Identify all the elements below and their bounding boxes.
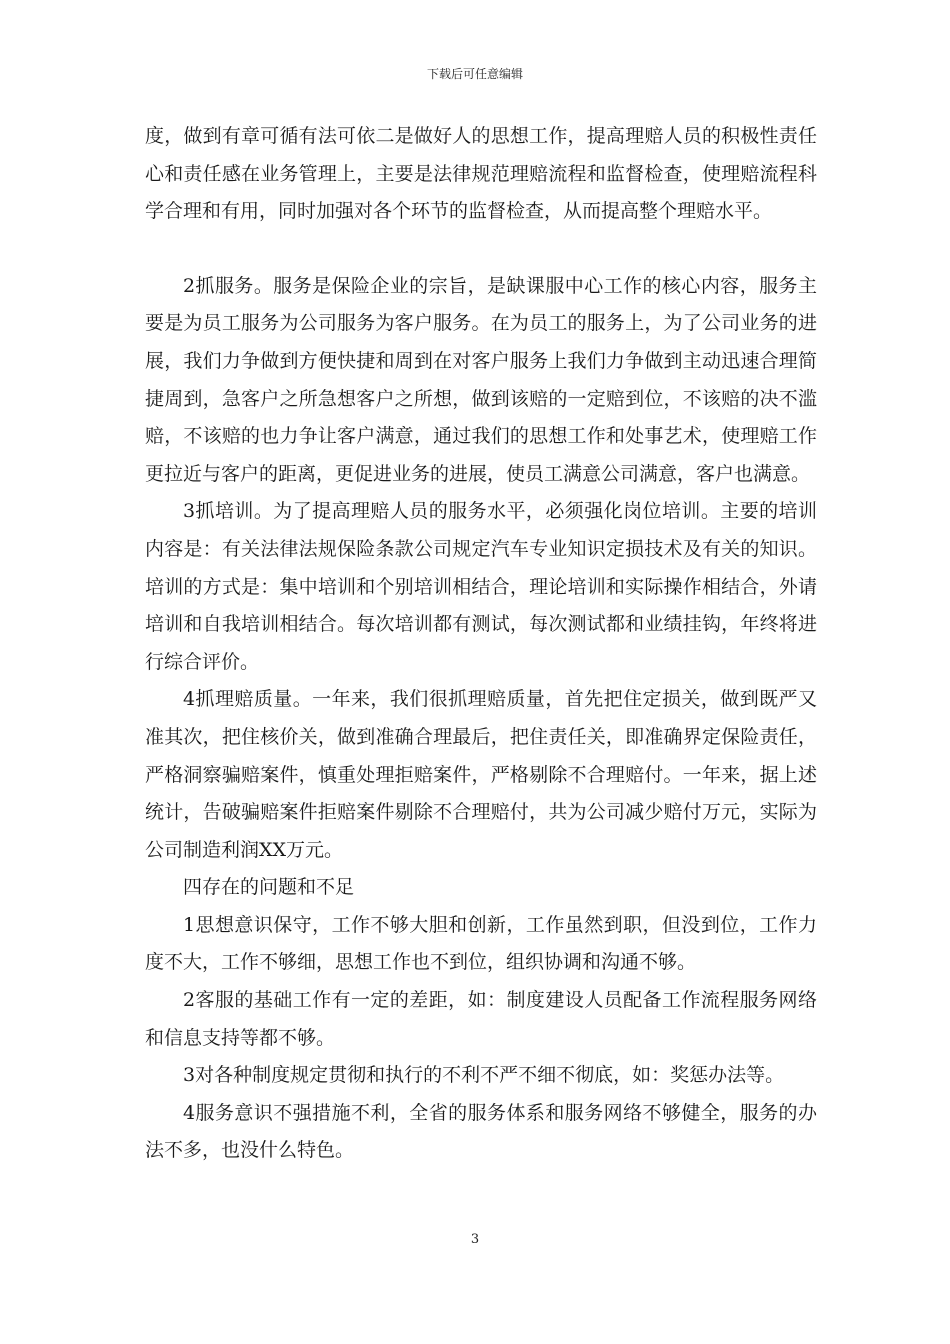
paragraph-service: 2抓服务。服务是保险企业的宗旨，是缺课服中心工作的核心内容，服务主要是为员工服务为公司服务为客户服务。在为员工的服务上，为了公司业务的进展，我们力争做到方便快捷和周到在对客户服务上我们力争做到主动迅速合理简捷周到，急客户之所急想客户之所想，做到该赔的一定赔到位，不该赔的决不滥赔，不该赔的也力争让客户满意，通过我们的思想工作和处事艺术，使理赔工作更拉近与客户的距离，更促进业务的进展，使员工满意公司满意，客户也满意。 bbox=[145, 274, 817, 485]
paragraph-problem-4: 4服务意识不强措施不利，全省的服务体系和服务网络不够健全，服务的办法不多，也没什么特色。 bbox=[145, 1101, 817, 1162]
page-number: 3 bbox=[470, 1232, 480, 1247]
paragraph-problem-2: 2客服的基础工作有一定的差距，如：制度建设人员配备工作流程服务网络和信息支持等都不够。 bbox=[145, 989, 817, 1049]
paragraph-continuation: 度，做到有章可循有法可依二是做好人的思想工作，提高理赔人员的积极性责任心和责任感在业务管理上，主要是法律规范理赔流程和监督检查，使理赔流程科学合理和有用，同时加强对各个环节的监督检查，从而提高整个理赔水平。 bbox=[145, 125, 817, 223]
section-heading-problems: 四存在的问题和不足 bbox=[183, 876, 355, 899]
paragraph-problem-1: 1思想意识保守，工作不够大胆和创新，工作虽然到职，但没到位，工作力度不大，工作不够细，思想工作也不到位，组织协调和沟通不够。 bbox=[145, 913, 817, 974]
paragraph-problem-3: 3对各种制度规定贯彻和执行的不利不严不细不彻底，如：奖惩办法等。 bbox=[183, 1064, 785, 1087]
document-body bbox=[145, 118, 817, 1170]
page-header: 下载后可任意编辑 bbox=[426, 67, 523, 81]
paragraph-claims-quality: 4抓理赔质量。一年来，我们很抓理赔质量，首先把住定损关，做到既严又准其次，把住核价关，做到准确合理最后，把住责任关，即准确界定保险责任，严格洞察骗赔案件，慎重处理拒赔案件，严格剔除不合理赔付。一年来，据上述统计，告破骗赔案件拒赔案件剔除不合理赔付，共为公司减少赔付万元，实际为公司制造利润XX万元。 bbox=[145, 688, 817, 861]
paragraph-training: 3抓培训。为了提高理赔人员的服务水平，必须强化岗位培训。主要的培训内容是：有关法律法规保险条款公司规定汽车专业知识定损技术及有关的知识。培训的方式是：集中培训和个别培训相结合，理论培训和实际操作相结合，外请培训和自我培训相结合。每次培训都有测试，每次测试都和业绩挂钩，年终将进行综合评价。 bbox=[145, 500, 817, 673]
